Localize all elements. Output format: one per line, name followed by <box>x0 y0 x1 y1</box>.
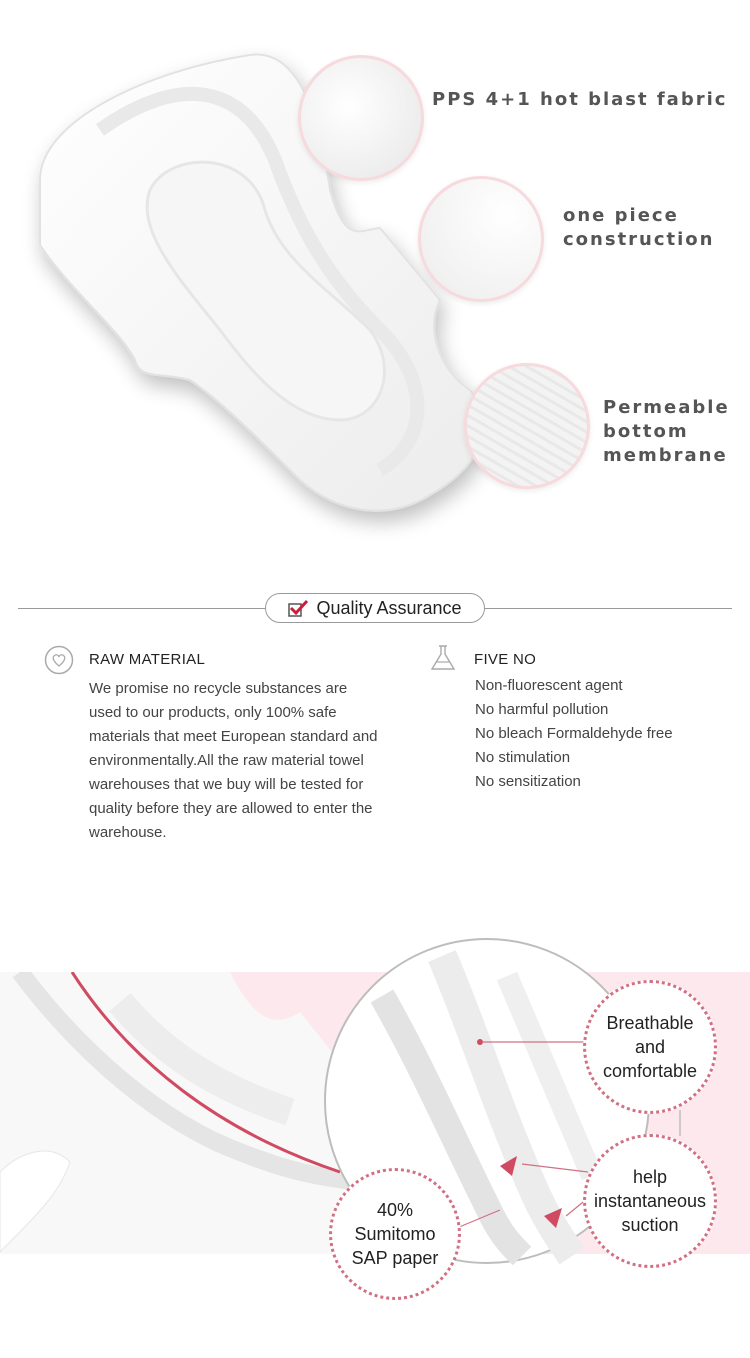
breathable-callout: Breathable and comfortable <box>583 980 717 1114</box>
list-item: No harmful pollution <box>475 701 609 718</box>
raw-material-text: We promise no recycle substances are used to our products, only 100% safe materials that meet European standard and environmentally.All the raw material towel warehouses that we buy will be tested for quality before they are allowed to enter the warehouse. <box>89 680 378 841</box>
raw-material-title: RAW MATERIAL <box>89 651 206 668</box>
fabric-label: PPS 4+1 hot blast fabric <box>432 89 728 110</box>
list-item: No sensitization <box>475 773 581 790</box>
list-item: No stimulation <box>475 749 571 766</box>
divider-left <box>18 608 266 609</box>
divider-right <box>482 608 732 609</box>
product-hero <box>0 0 750 560</box>
membrane-label: Permeable bottom membrane <box>603 397 730 466</box>
checkmark-icon <box>288 599 308 617</box>
membrane-closeup <box>464 363 590 489</box>
list-item: No bleach Formaldehyde free <box>475 725 673 742</box>
suction-callout: help instantaneous suction <box>583 1134 717 1268</box>
construction-label: one piece construction <box>563 205 715 250</box>
five-no-title: FIVE NO <box>474 651 537 668</box>
flask-icon <box>428 643 458 673</box>
quality-badge <box>265 593 485 623</box>
heart-icon <box>44 645 74 675</box>
fabric-closeup <box>298 55 424 181</box>
five-no-list <box>475 674 735 794</box>
sap-paper-callout: 40% Sumitomo SAP paper <box>329 1168 461 1300</box>
list-item: Non-fluorescent agent <box>475 677 623 694</box>
construction-closeup <box>418 176 544 302</box>
quality-title: Quality Assurance <box>316 597 462 618</box>
